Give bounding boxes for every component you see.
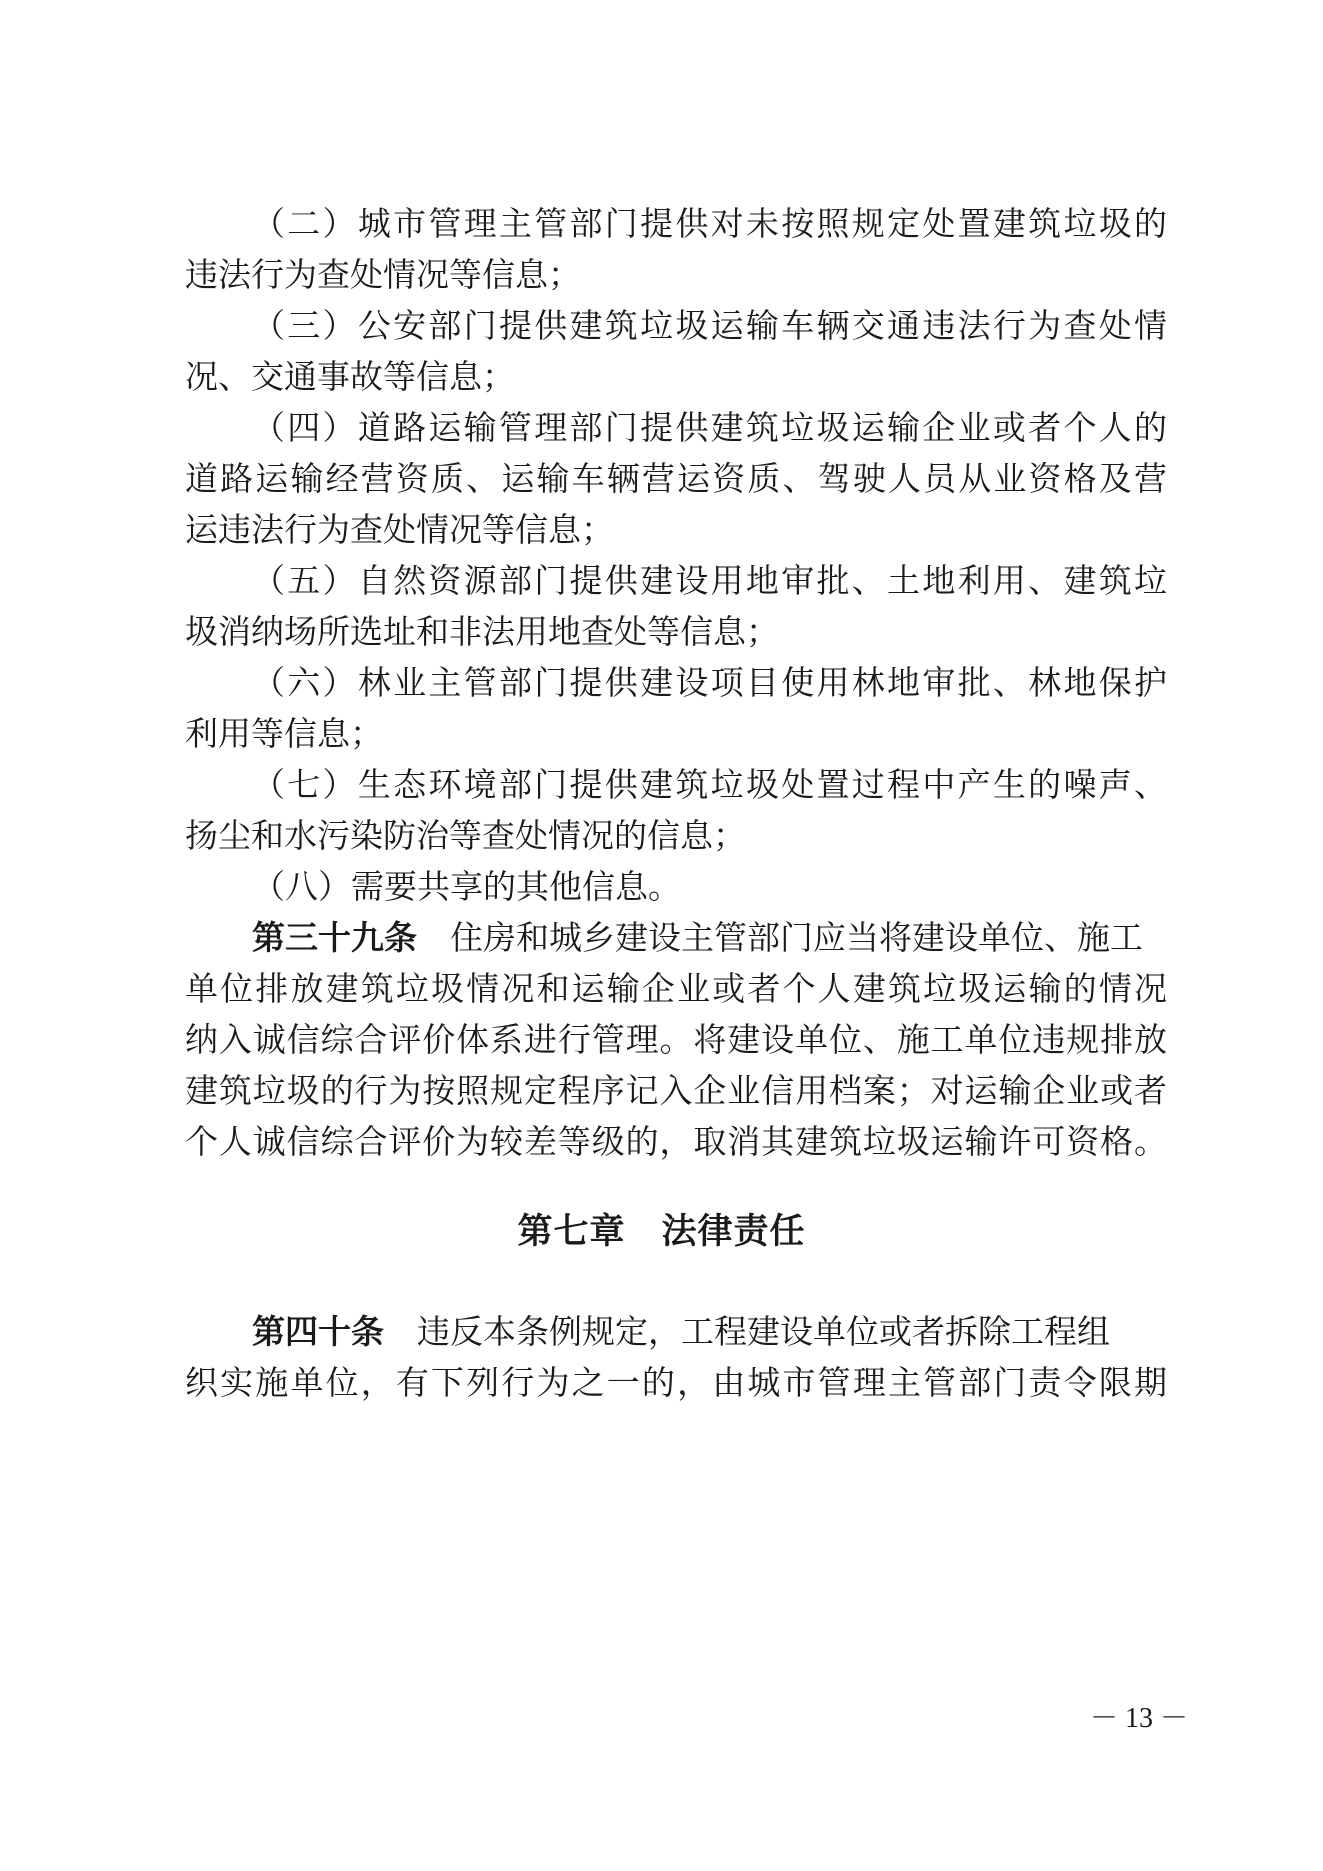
article-39-line-2: 单位排放建筑垃圾情况和运输企业或者个人建筑垃圾运输的情况 (185, 969, 1167, 1008)
article-39-line-3: 纳入诚信综合评价体系进行管理。将建设单位、施工单位违规排放 (185, 1020, 1167, 1059)
item-4-line-2: 道路运输经营资质、运输车辆营运资质、驾驶人员从业资格及营 (185, 459, 1167, 498)
item-2-line-1: （二）城市管理主管部门提供对未按照规定处置建筑垃圾的 (252, 204, 1167, 243)
item-4-line-3: 运违法行为查处情况等信息； (185, 510, 614, 549)
article-40-title: 第四十条 (252, 1312, 384, 1351)
item-5-line-1: （五）自然资源部门提供建设用地审批、土地利用、建筑垃 (252, 561, 1167, 600)
item-5-line-2: 圾消纳场所选址和非法用地查处等信息； (185, 612, 779, 651)
chapter-heading: 第七章 法律责任 (517, 1212, 806, 1252)
item-4-line-1: （四）道路运输管理部门提供建筑垃圾运输企业或者个人的 (252, 408, 1167, 447)
article-40-line-2: 织实施单位，有下列行为之一的，由城市管理主管部门责令限期 (185, 1363, 1167, 1402)
item-6-line-1: （六）林业主管部门提供建设项目使用林地审批、林地保护 (252, 663, 1167, 702)
item-3-line-1: （三）公安部门提供建筑垃圾运输车辆交通违法行为查处情 (252, 306, 1167, 345)
item-7-line-2: 扬尘和水污染防治等查处情况的信息； (185, 816, 746, 855)
article-39-title: 第三十九条 (252, 918, 417, 957)
page-number: － 13 － (1090, 1703, 1189, 1734)
article-39-text-1: 住房和城乡建设主管部门应当将建设单位、施工 (450, 918, 1143, 957)
article-39-line-5: 个人诚信综合评价为较差等级的，取消其建筑垃圾运输许可资格。 (185, 1122, 1167, 1161)
item-8-line-1: （八）需要共享的其他信息。 (252, 867, 681, 906)
item-2-line-2: 违法行为查处情况等信息； (185, 255, 581, 294)
item-6-line-2: 利用等信息； (185, 714, 383, 753)
item-3-line-2: 况、交通事故等信息； (185, 357, 515, 396)
article-39-line-4: 建筑垃圾的行为按照规定程序记入企业信用档案；对运输企业或者 (185, 1071, 1167, 1110)
article-40-line-1 (252, 1312, 1167, 1352)
item-7-line-1: （七）生态环境部门提供建筑垃圾处置过程中产生的噪声、 (252, 765, 1167, 804)
article-39-line-1 (252, 918, 1167, 958)
article-40-text-1: 违反本条例规定，工程建设单位或者拆除工程组 (417, 1312, 1110, 1351)
